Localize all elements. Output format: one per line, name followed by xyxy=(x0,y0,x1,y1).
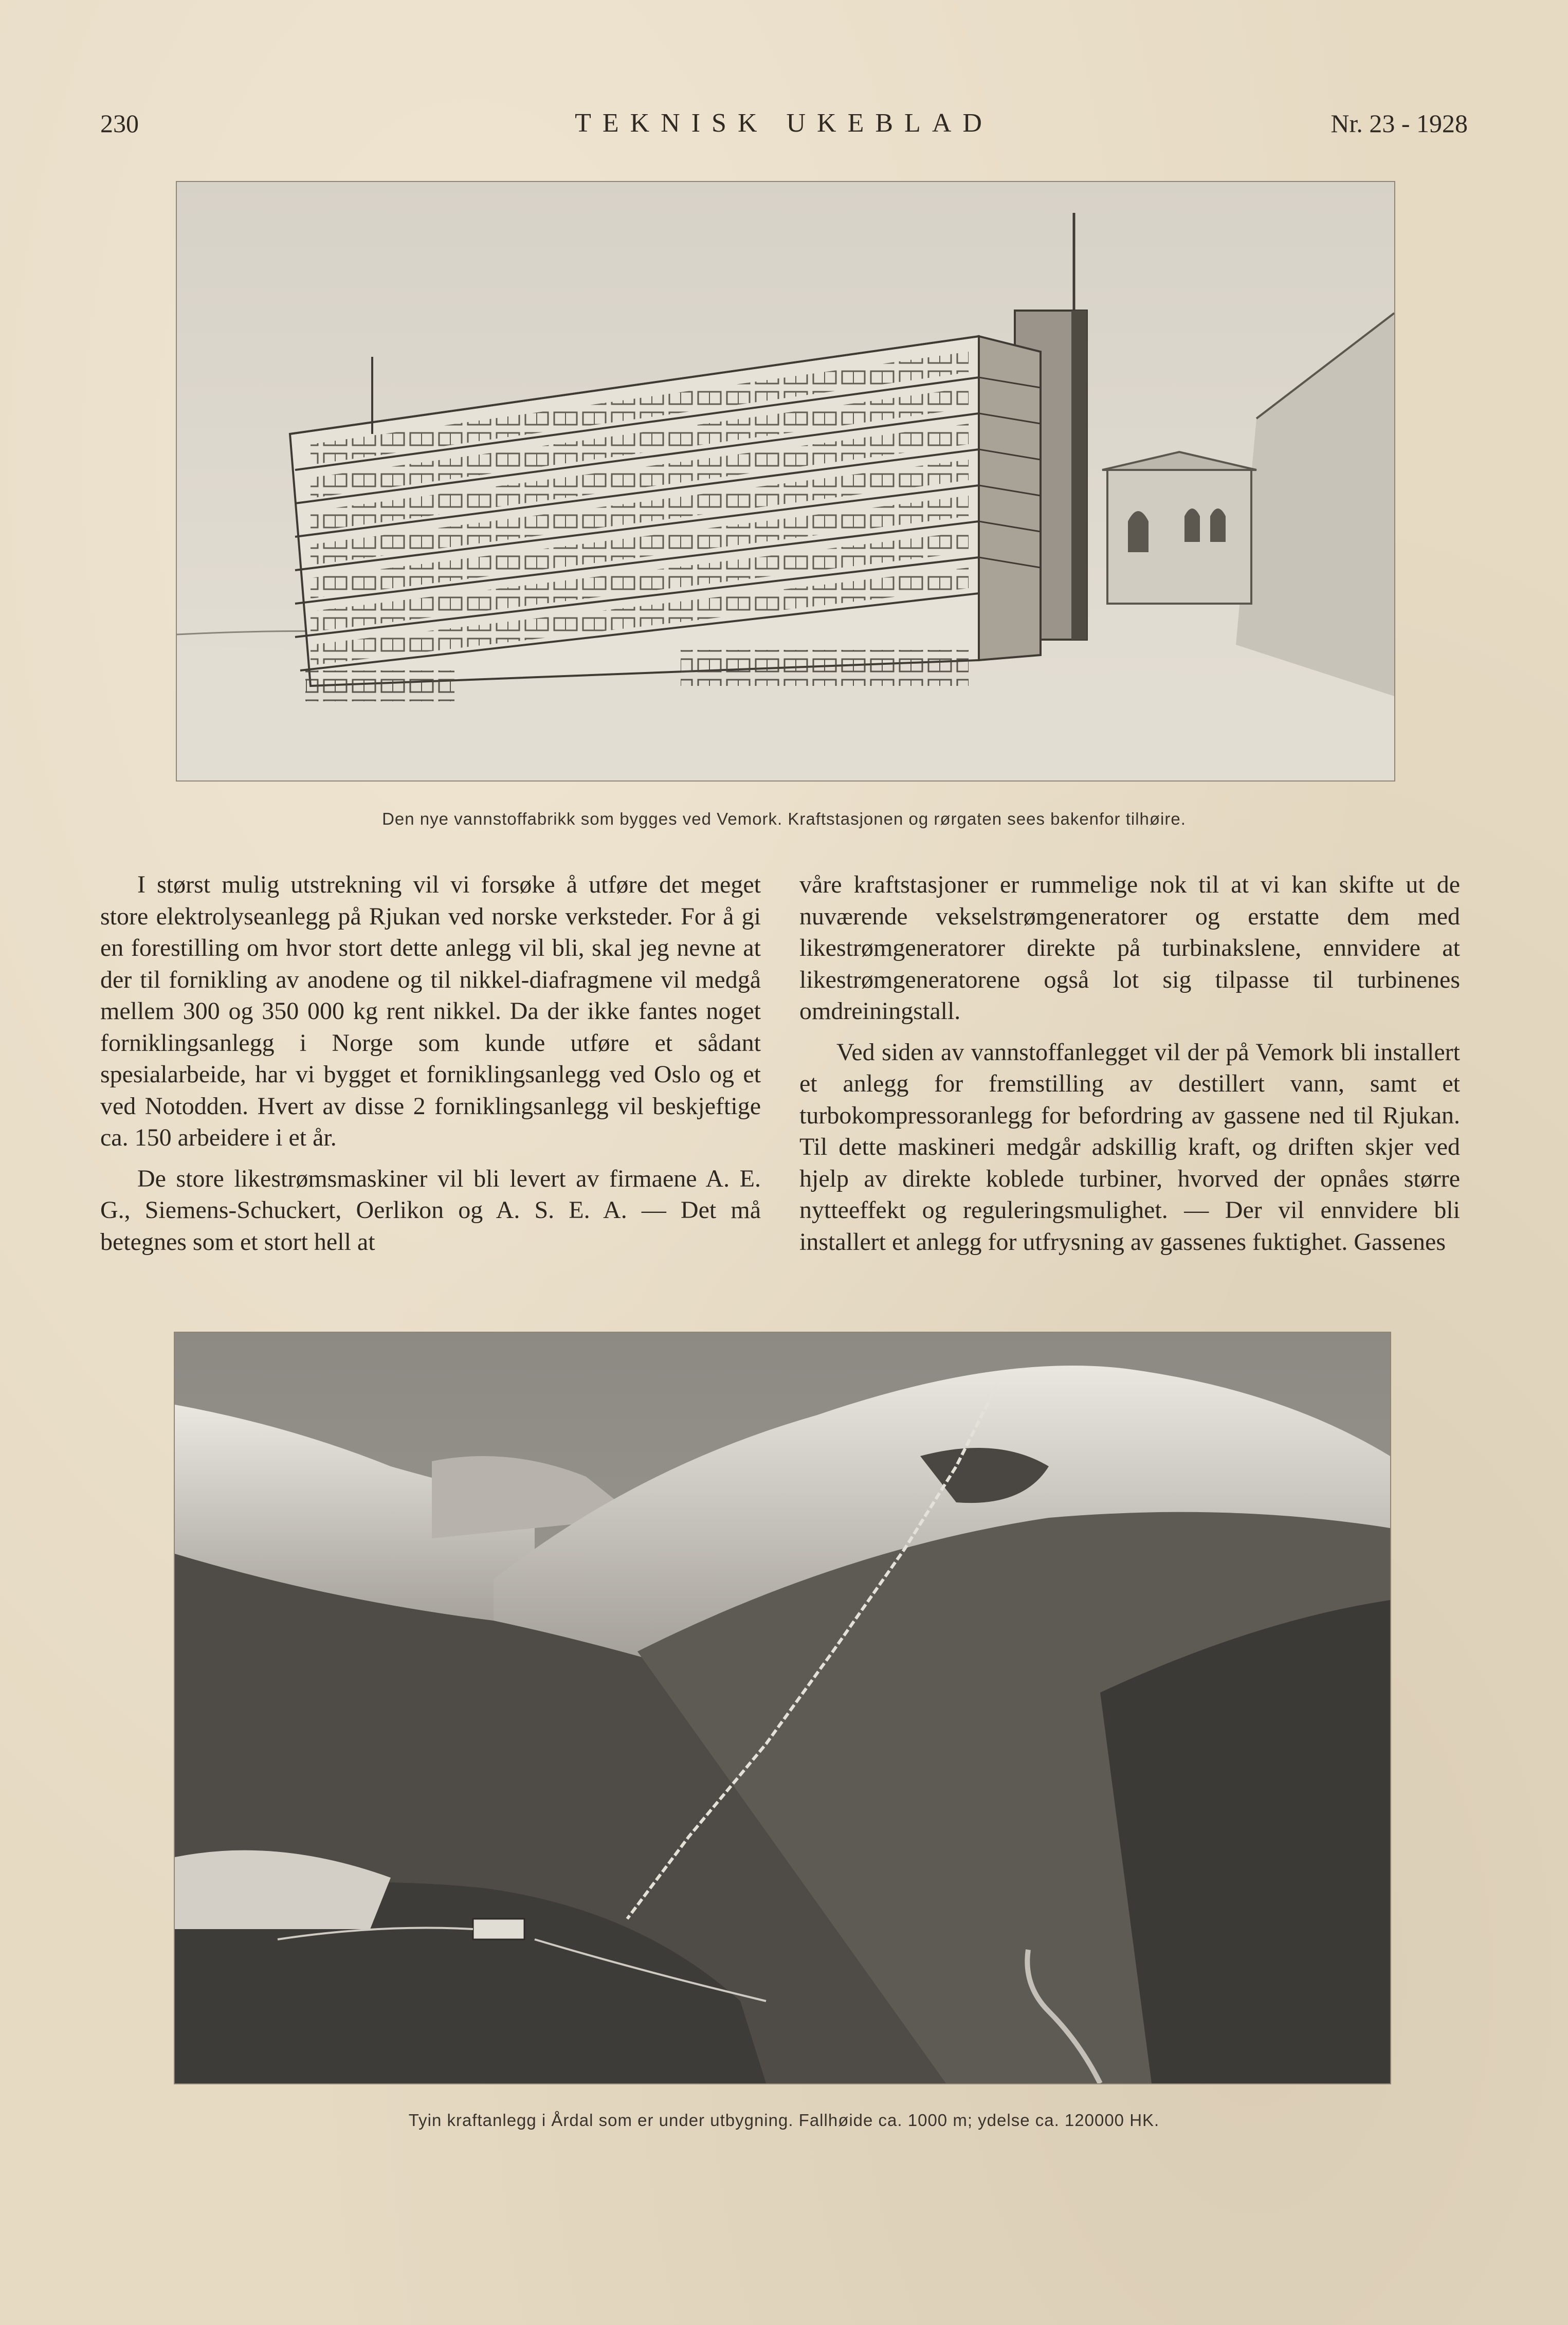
paragraph: I størst mulig utstrekning vil vi forsøke å utføre det meget store elektrolyseanlegg på Rjukan ved norske verksteder. For å gi en forestilling om hvor stort dette anlegg vil bli, skal jeg nevne at der til fornikling av anodene og til nikkel-diafragmene vil medgå mellem 300 og 350 000 kg rent nikkel. Da der ikke fantes noget forniklingsanlegg i Norge som kunde utføre et sådant spesialarbeide, har vi bygget et forniklingsanlegg ved Oslo og et ved Notodden. Hvert av disse 2 forniklingsanlegg vil beskjeftige ca. 150 arbeidere i et år. xyxy=(100,871,761,1151)
paragraph: De store likestrømsmaskiner vil bli levert av firmaene A. E. G., Siemens-Schuckert, Oerlikon og A. S. E. A. — Det må betegnes som et stort hell at xyxy=(100,1165,761,1256)
text-column-left xyxy=(100,869,761,1258)
paragraph: Ved siden av vannstoffanlegget vil der på Vemork bli installert et anlegg for fremstilling av destillert vann, samt et turbokompressoranlegg for befordring av gassene ned til Rjukan. Til dette maskineri medgår adskillig kraft, og driften skjer ved hjelp av direkte koblede turbiner, hvorved der opnåes større nytteeffekt og reguleringsmulighet. — Der vil ennvidere bli installert et anlegg for utfrysning av gassenes fuktighet. Gassenes xyxy=(799,1038,1460,1256)
figure-caption-hydropower: Tyin kraftanlegg i Årdal som er under utbygning. Fallhøide ca. 1000 m; ydelse ca. 120000 HK. xyxy=(408,2111,1160,2130)
paragraph: våre kraftstasjoner er rummelige nok til at vi kan skifte ut de nuværende vekselstrømgeneratorer og erstatte dem med likestrømgeneratorer direkte på turbinakslene, ennvidere at likestrømgeneratorene også lot sig tilpasse til turbinenes omdreiningstall. xyxy=(799,871,1460,1025)
factory-illustration xyxy=(176,181,1395,782)
issue-label: Nr. 23 - 1928 xyxy=(1330,109,1468,138)
page-number: 230 xyxy=(100,109,139,138)
mountain-photo xyxy=(175,1333,1390,2083)
journal-title: TEKNISK UKEBLAD xyxy=(575,108,993,138)
figure-caption-factory: Den nye vannstoffabrikk som bygges ved Vemork. Kraftstasjonen og rørgaten sees bakenfor tilhøire. xyxy=(382,809,1186,828)
text-column-right xyxy=(799,869,1460,1258)
factory-drawing xyxy=(177,182,1394,780)
hydropower-photograph xyxy=(174,1332,1391,2084)
